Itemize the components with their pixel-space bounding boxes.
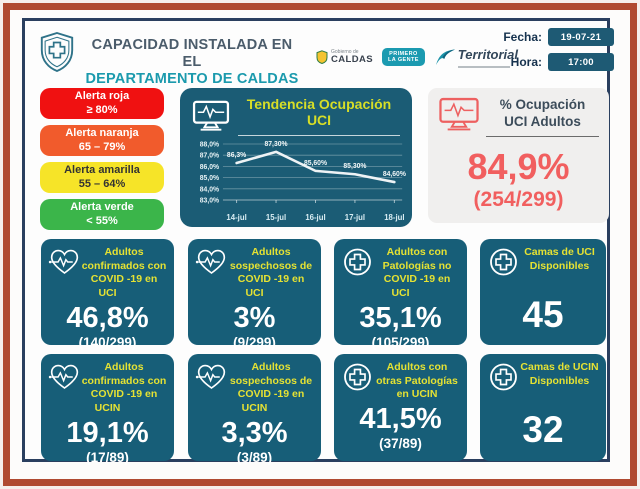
stat-title: Camas de UCI Disponibles [524, 246, 595, 272]
primero-logo-line1: PRIMERO [389, 50, 418, 57]
svg-text:83,0%: 83,0% [199, 197, 220, 205]
trend-chart-card [180, 88, 412, 227]
heart-pulse-icon [48, 362, 81, 392]
alert-label: Alerta naranja [65, 126, 139, 139]
alert-range: < 55% [86, 214, 118, 227]
hora-label: Hora: [510, 55, 542, 69]
fecha-label: Fecha: [503, 30, 542, 44]
primero-logo-line2: LA GENTE [387, 57, 419, 63]
stat-detail: (140/299) [78, 335, 137, 350]
stat-value: 35,1% [359, 301, 442, 334]
stat-title: Camas de UCIN Disponibles [520, 361, 599, 387]
stat-detail: (3/89) [236, 450, 273, 465]
alert-range: 55 – 64% [78, 177, 126, 190]
stat-card-camas-ucin [480, 354, 606, 461]
hora-row [498, 53, 614, 71]
gobierno-logo-small-text: Gobierno de [331, 48, 359, 55]
heart-pulse-icon [48, 247, 81, 277]
gobierno-caldas-logo [316, 50, 373, 65]
alert-label: Alerta verde [70, 200, 134, 213]
stat-title: Adultos con Patologías no COVID -19 en UCI [382, 246, 452, 299]
occupancy-value: 84,9% [467, 145, 570, 187]
monitor-pulse-icon [438, 97, 480, 132]
alert-pill-1 [40, 125, 164, 156]
primero-la-gente-logo [382, 48, 425, 67]
svg-text:88,0%: 88,0% [199, 141, 220, 149]
occupancy-card [428, 88, 609, 223]
svg-text:87,0%: 87,0% [199, 152, 220, 160]
stat-detail: (17/89) [86, 450, 129, 465]
fecha-value: 19-07-21 [548, 28, 614, 46]
territorial-logo-text: Territorial [457, 47, 518, 62]
stat-value: 3% [233, 301, 276, 334]
stat-card-sospechosos-ucin [188, 354, 321, 465]
stat-value: 3,3% [221, 416, 288, 449]
monitor-pulse-icon [192, 100, 230, 132]
stat-value: 32 [522, 409, 564, 450]
trend-chart-header [184, 94, 408, 136]
alert-label: Alerta roja [74, 89, 130, 102]
fecha-row [498, 28, 614, 46]
stat-value: 46,8% [66, 301, 149, 334]
occupancy-header [438, 97, 599, 137]
occupancy-title-line1: % Ocupación [499, 97, 586, 112]
svg-text:85,0%: 85,0% [199, 175, 220, 183]
stat-title: Adultos confirmados con COVID -19 en UCI [81, 246, 167, 299]
alert-range: ≥ 80% [86, 103, 118, 116]
stat-detail: (37/89) [379, 436, 422, 452]
plus-circle-icon [487, 247, 520, 277]
plus-circle-icon [341, 362, 374, 392]
svg-text:16-jul: 16-jul [305, 212, 326, 223]
stat-detail: (9/299) [233, 335, 276, 350]
svg-text:85,30%: 85,30% [343, 163, 367, 171]
hora-value: 17:00 [548, 53, 614, 71]
svg-text:85,60%: 85,60% [303, 159, 328, 167]
alert-pill-3 [40, 199, 164, 230]
shield-cross-icon [38, 31, 76, 73]
occupancy-title-line2: UCI Adultos [504, 113, 581, 129]
alert-legend [40, 88, 164, 236]
svg-text:84,0%: 84,0% [199, 186, 220, 194]
stat-value: 41,5% [359, 403, 442, 435]
stat-title: Adultos sospechosos de COVID -19 en UCI [229, 246, 313, 299]
occupancy-detail: (254/299) [473, 187, 564, 211]
partner-logos [316, 42, 518, 72]
trend-chart-title: Tendencia Ocupación UCI [238, 96, 400, 136]
gobierno-shield-icon [316, 50, 328, 64]
alert-pill-2 [40, 162, 164, 193]
svg-text:18-jul: 18-jul [384, 212, 405, 223]
stat-title: Adultos sospechosos de COVID -19 en UCIN [229, 361, 313, 414]
stat-card-sospechosos-uci [188, 239, 321, 350]
stat-card-camas-uci [480, 239, 606, 345]
svg-text:14-jul: 14-jul [226, 212, 247, 223]
stat-card-covid-uci [41, 239, 174, 350]
territorial-flag-icon [434, 48, 456, 66]
stat-card-covid-ucin [41, 354, 174, 465]
stat-value: 45 [522, 294, 564, 335]
svg-text:87,30%: 87,30% [264, 140, 288, 148]
datetime-block [498, 28, 614, 78]
svg-text:86,3%: 86,3% [226, 151, 247, 160]
stat-title: Adultos con otras Patologías en UCIN [376, 361, 458, 401]
stat-value: 19,1% [66, 416, 149, 449]
page-title [82, 37, 302, 88]
heart-pulse-icon [195, 362, 228, 392]
svg-text:86,0%: 86,0% [199, 163, 220, 171]
page-title-line2: DEPARTAMENTO DE CALDAS [85, 71, 299, 88]
page-title-line1: CAPACIDAD INSTALADA EN EL [91, 37, 293, 71]
occupancy-title [486, 97, 599, 137]
gobierno-logo-big-text: CALDAS [331, 53, 373, 65]
svg-text:17-jul: 17-jul [344, 212, 366, 223]
svg-text:84,60%: 84,60% [382, 171, 406, 179]
alert-range: 65 – 79% [78, 140, 126, 153]
stat-title: Adultos confirmados con COVID -19 en UCIN [81, 361, 167, 414]
stat-card-patologias-uci [334, 239, 467, 350]
heart-pulse-icon [195, 247, 228, 277]
alert-label: Alerta amarilla [64, 163, 140, 176]
stat-detail: (105/299) [371, 335, 430, 350]
plus-circle-icon [341, 247, 374, 277]
plus-circle-icon [487, 362, 520, 392]
stat-card-patologias-ucin [334, 354, 467, 461]
alert-pill-0 [40, 88, 164, 119]
svg-text:15-jul: 15-jul [265, 212, 287, 223]
trend-line-chart [184, 136, 408, 228]
